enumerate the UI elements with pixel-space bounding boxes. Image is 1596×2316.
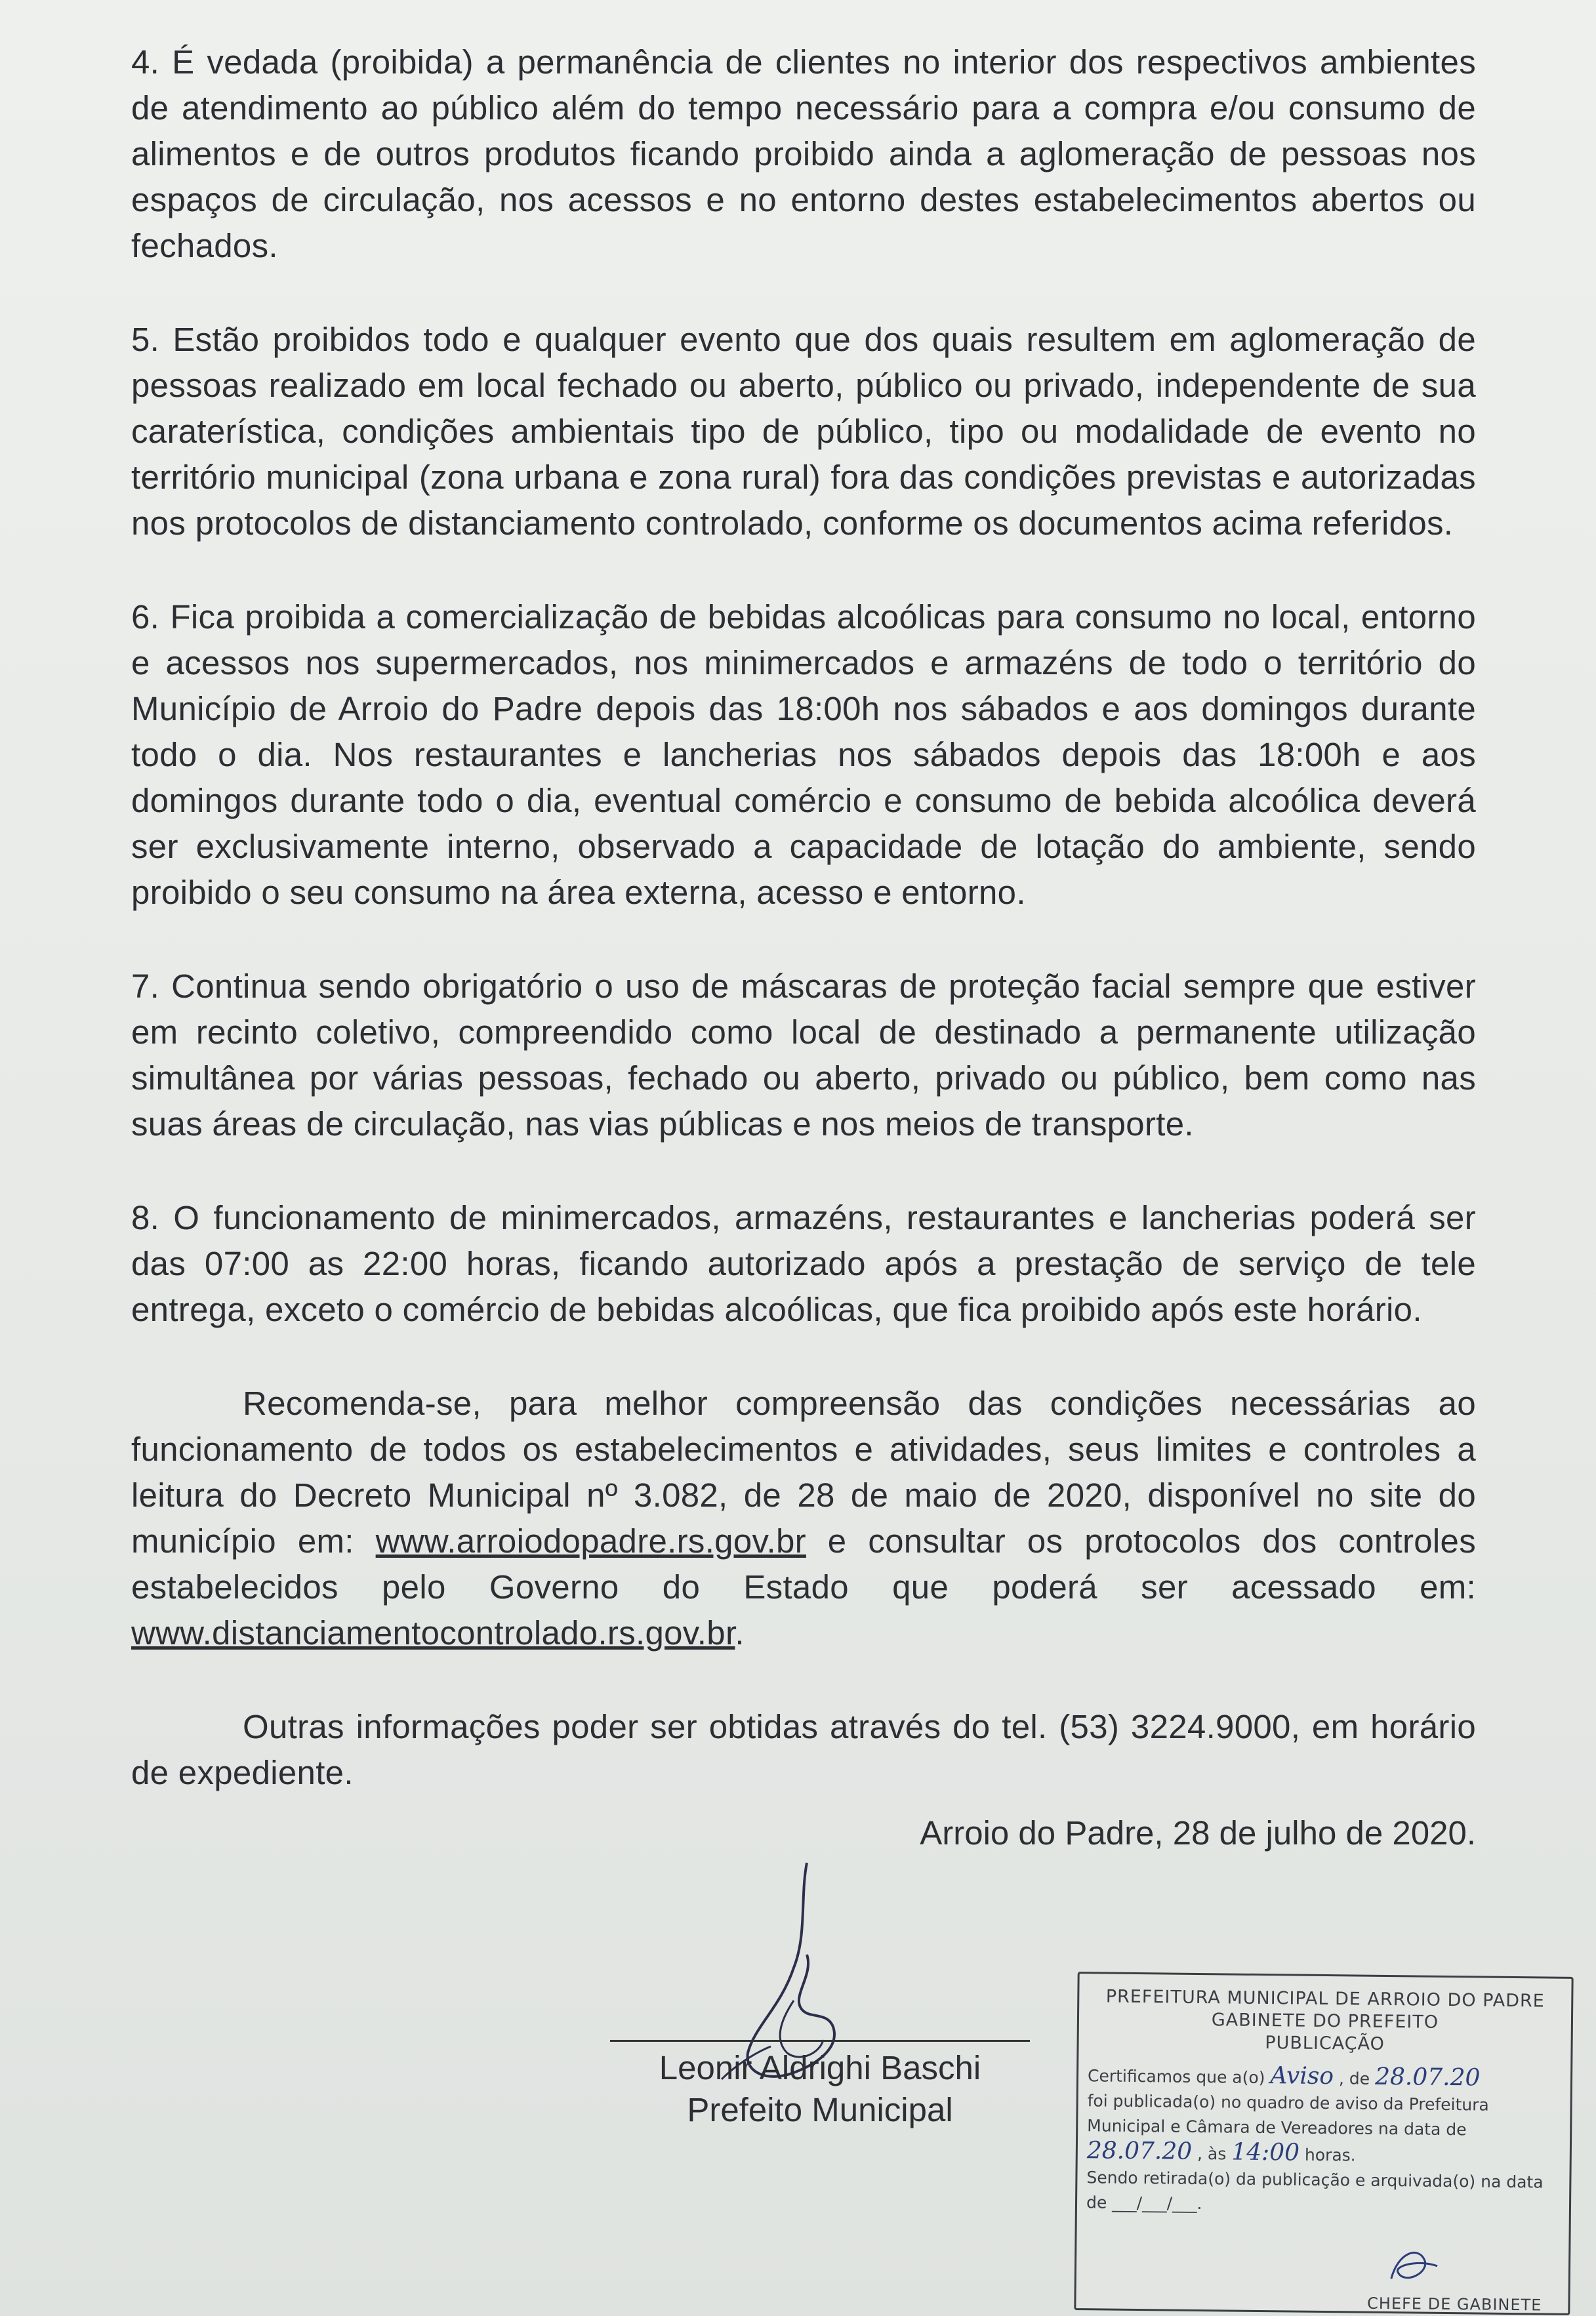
recommendation-text-3: . [735,1614,745,1652]
signature-line [610,2040,1030,2042]
publication-stamp [1074,1972,1573,2315]
item-6-paragraph: 6. Fica proibida a comercialização de bebidas alcoólicas para consumo no local, entorno e acessos nos supermercados, nos minimercados e armazéns de todo o território do Município de Arroio do Padre depois das 18:00h nos sábados e aos domingos durante todo o dia. Nos restaurantes e lancherias nos sábados depois das 18:00h e aos domingos durante todo o dia, eventual comércio e consumo de bebida alcoólica deverá ser exclusivamente interno, observado a capacidade de lotação do ambiente, sendo proibido o seu consumo na área externa, acesso e entorno. [131,598,1476,911]
recommendation-text-1: Recomenda-se, para melhor compreensão das condições necessárias ao funcionamento de todos os estabelecimentos e atividades, seus limites e controles a leitura do Decreto Municipal nº 3.082, de 28 de maio de 2020, disponível no site do município em: [131,1385,1476,1560]
stamp-doc-date: 28.07.20 [1374,2063,1481,2092]
recommendation-text-2: e consultar os protocolos dos controles estabelecidos pelo Governo do Estado que poderá ser acessado em: [131,1522,1477,1606]
item-8-paragraph: 8. O funcionamento de minimercados, armazéns, restaurantes e lancherias poderá ser das 07:00 as 22:00 horas, ficando autorizado após a prestação de serviço de tele entrega, exceto o comércio de bebidas alcoólicas, que fica proibido após este horário. [131,1199,1476,1328]
stamp-footer: CHEFE DE GABINETE [1366,2294,1542,2315]
distanciamento-website-link[interactable]: www.distanciamentocontrolado.rs.gov.br [131,1614,735,1652]
stamp-de-label: , de [1338,2069,1370,2088]
stamp-horas-label: horas. [1304,2145,1356,2165]
item-4-paragraph: 4. É vedada (proibida) a permanência de clientes no interior dos respectivos ambientes de atendimento ao público além do tempo necessário para a compra e/ou consumo de alimentos e de outros produtos ficando proibido ainda a aglomeração de pessoas nos espaços de circulação, nos acessos e no entorno destes estabelecimentos abertos ou fechados. [131,43,1476,264]
place-date-line: Arroio do Padre, 28 de julho de 2020. [920,1814,1476,1852]
stamp-doc-type: Aviso [1270,2062,1334,2090]
stamp-pub-time: 14:00 [1231,2138,1300,2166]
stamp-pub-date: 28.07.20 [1086,2137,1193,2165]
stamp-header [1078,1985,1571,2058]
item-7-paragraph: 7. Continua sendo obrigatório o uso de máscaras de proteção facial sempre que estiver em recinto coletivo, compreendido como local de destinado a permanente utilização simultânea por várias pessoas, fechado ou aberto, privado ou público, bem como nas suas áreas de circulação, nas vias públicas e nos meios de transporte. [131,967,1476,1143]
stamp-cert-prefix: Certificamos que a(o) [1087,2066,1265,2088]
signer-name: Leonir Aldrighi Baschi [659,2049,981,2086]
municipality-website-link[interactable]: www.arroiodopadre.rs.gov.br [375,1522,806,1560]
stamp-body-text-1: foi publicada(o) no quadro de aviso da Prefeitura Municipal e Câmara de Vereadores na data de [1087,2091,1490,2140]
signer-title: Prefeito Municipal [687,2091,953,2128]
stamp-as-label: , às [1197,2143,1227,2164]
contact-paragraph: Outras informações poder ser obtidas através do tel. (53) 3224.9000, em horário de expediente. [131,1708,1476,1791]
recommendation-paragraph [131,1381,1476,1656]
stamp-line-1: PREFEITURA MUNICIPAL DE ARROIO DO PADRE [1105,1986,1545,2012]
item-5-paragraph: 5. Estão proibidos todo e qualquer evento que dos quais resultem em aglomeração de pessoas realizado em local fechado ou aberto, público ou privado, independente de sua caraterística, condições ambientais tipo de público, tipo ou modalidade de evento no território municipal (zona urbana e zona rural) fora das condições previstas e autorizadas nos protocolos de distanciamento controlado, conforme os documentos acima referidos. [131,321,1476,542]
stamp-line-3: PUBLICAÇÃO [1265,2033,1385,2054]
stamp-line-2: GABINETE DO PREFEITO [1211,2010,1439,2033]
stamp-body-text-2: Sendo retirada(o) da publicação e arquivada(o) na data de ___/___/___. [1086,2168,1544,2214]
signature-block [610,2040,1030,2131]
stamp-body [1077,2052,1571,2220]
document-body [131,39,1476,1844]
stamp-initials-signature [1378,2239,1451,2299]
